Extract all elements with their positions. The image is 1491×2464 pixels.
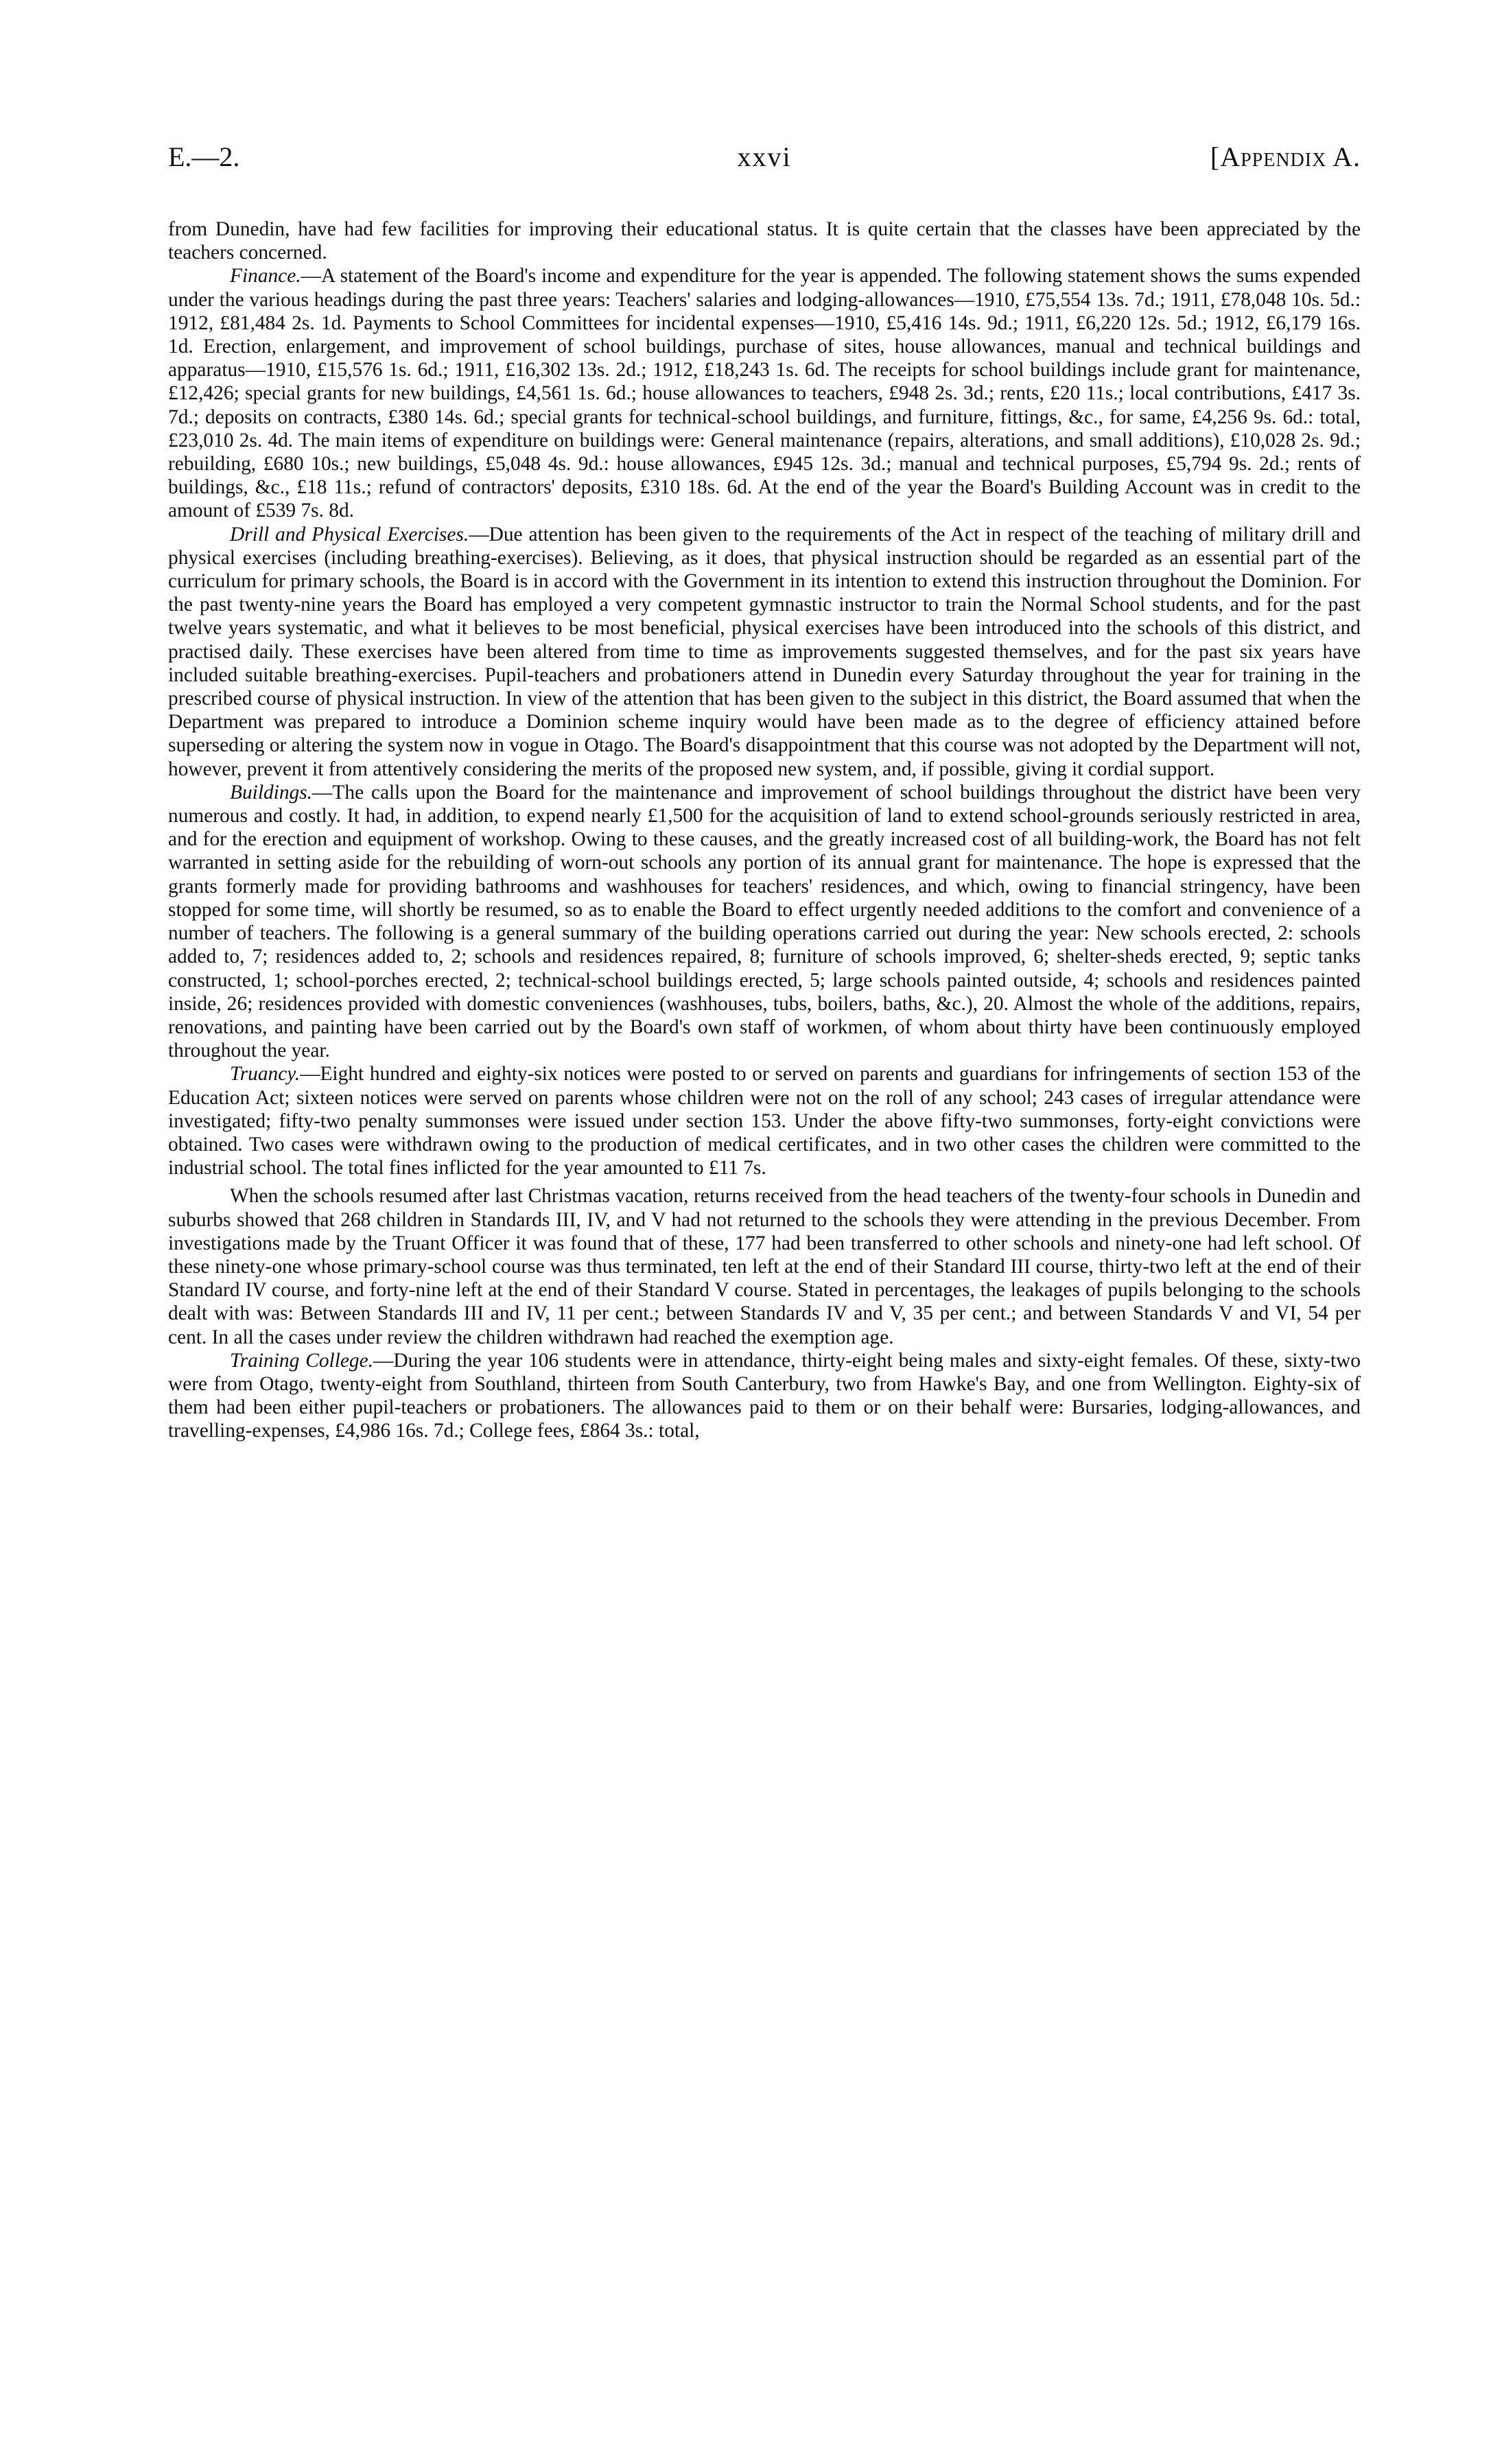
page-header [168,141,1361,182]
paragraph-truancy [168,1062,1361,1180]
section-heading: Drill and Physical Exercises. [230,523,469,545]
paragraph-text: —A statement of the Board's income and expenditure for the year is appended. The following statement shows the sums expended under the various headings during the past three years: Teachers' salaries and lodging-allowances—1910, £75,554 13s. 7d.; 1911, £78,048 10s. 5d.: 1912, £81,484 2s. 1d. Payments to School Committees for incidental expenses—1910, £5,416 14s. 9d.; 1911, £6,220 12s. 5d.; 1912, £6,179 16s. 1d. Erection, enlargement, and improvement of school buildings, purchase of sites, house allowances, manual and technical buildings and apparatus—1910, £15,576 1s. 6d.; 1911, £16,302 13s. 2d.; 1912, £18,243 1s. 6d. The receipts for school buildings include grant for maintenance, £12,426; special grants for new buildings, £4,561 1s. 6d.; house allowances to teachers, £948 2s. 3d.; rents, £20 11s.; local contributions, £417 3s. 7d.; deposits on contracts, £380 14s. 6d.; special grants for technical-school buildings, and furniture, fittings, &c., for same, £4,256 9s. 6d.: total, £23,010 2s. 4d. The main items of expenditure on buildings were: General maintenance (repairs, alterations, and small additions), £10,028 2s. 9d.; rebuilding, £680 10s.; new buildings, £5,048 4s. 9d.: house allowances, £945 12s. 3d.; manual and technical purposes, £5,794 9s. 2d.; rents of buildings, &c., £18 11s.; refund of contractors' deposits, £310 18s. 6d. At the end of the year the Board's Building Account was in credit to the amount of £539 7s. 8d. [168,265,1361,522]
paragraph-training-college [168,1349,1361,1443]
paragraph-text: from Dunedin, have had few facilities for improving their educational status. It is quite certain that the classes have been appreciated by the teachers concerned. [168,218,1361,264]
document-page [168,141,1361,1443]
section-heading: Finance. [230,265,301,288]
paragraph-text: —During the year 106 students were in attendance, thirty-eight being males and sixty-eight females. Of these, sixty-two were from Otago, twenty-eight from Southland, thirteen from South Canterbury, two from Hawke's Bay, and one from Wellington. Eighty-six of them had been either pupil-teachers or probationers. The allowances paid to them or on their behalf were: Bursaries, lodging-allowances, and travelling-expenses, £4,986 16s. 7d.; College fees, £864 3s.: total, [168,1349,1361,1442]
section-heading: Buildings. [230,781,313,803]
paragraph-text: —Due attention has been given to the requirements of the Act in respect of the teaching of military drill and physical exercises (including breathing-exercises). Believing, as it does, that physical instruction should be regarded as an essential part of the curriculum for primary schools, the Board is in accord with the Government in its intention to extend this instruction throughout the Dominion. For the past twenty-nine years the Board has employed a very competent gymnastic instructor to train the Normal School students, and for the past twelve years systematic, and what it believes to be most beneficial, physical exercises have been introduced into the schools of this district, and practised daily. These exercises have been altered from time to time as improvements suggested themselves, and for the past six years have included suitable breathing-exercises. Pupil-teachers and probationers attend in Dunedin every Saturday throughout the year for training in the prescribed course of physical instruction. In view of the attention that has been given to the subject in this district, the Board assumed that when the Department was prepared to introduce a Dominion scheme inquiry would have been made as to the degree of efficiency attained before superseding or altering the system now in vogue in Otago. The Board's disappointment that this course was not adopted by the Department will not, however, prevent it from attentively considering the merits of the proposed new system, and, if possible, giving it cordial support. [168,523,1361,780]
section-heading: Truancy. [230,1063,301,1086]
document-code: E.—2. [168,141,240,172]
paragraph-text: —Eight hundred and eighty-six notices were posted to or served on parents and guardians for infringements of section 153 of the Education Act; sixteen notices were served on parents whose children were not on the roll of any school; 243 cases of irregular attendance were investigated; fifty-two penalty summonses were issued under section 153. Under the above fifty-two summonses, forty-eight convictions were obtained. Two cases were withdrawn owing to the production of medical certificates, and in two other cases the children were committed to the industrial school. The total fines inflicted for the year amounted to £11 7s. [168,1063,1361,1180]
document-body [168,218,1361,1443]
paragraph-leakage [168,1184,1361,1348]
paragraph-text: When the schools resumed after last Christmas vacation, returns received from the head teachers of the twenty-four schools in Dunedin and suburbs showed that 268 children in Standards III, IV, and V had not returned to the schools they were attending in the previous December. From investigations made by the Truant Officer it was found that of these, 177 had been transferred to other schools and ninety-one had left school. Of these ninety-one whose primary-school course was thus terminated, ten left at the end of their Standard III course, thirty-two left at the end of their Standard IV course, and forty-nine left at the end of their Standard V course. Stated in percentages, the leakages of pupils belonging to the schools dealt with was: Between Standards III and IV, 11 per cent.; between Standards IV and V, 35 per cent.; and between Standards V and VI, 54 per cent. In all the cases under review the children withdrawn had reached the exemption age. [168,1185,1361,1348]
paragraph-buildings [168,781,1361,1062]
appendix-label: [Appendix A. [1210,141,1361,172]
page-number: xxvi [737,141,792,172]
section-heading: Training College. [230,1349,374,1372]
paragraph-finance [168,264,1361,522]
paragraph-drill [168,523,1361,781]
paragraph-text: —The calls upon the Board for the maintenance and improvement of school buildings throughout the district have been very numerous and costly. It had, in addition, to expend nearly £1,500 for the acquisition of land to extend school-grounds seriously restricted in area, and for the erection and equipment of workshop. Owing to these causes, and the greatly increased cost of all building-work, the Board has not felt warranted in setting aside for the rebuilding of worn-out schools any portion of its annual grant for maintenance. The hope is expressed that the grants formerly made for providing bathrooms and washhouses for teachers' residences, and which, owing to financial stringency, have been stopped for some time, will shortly be resumed, so as to enable the Board to effect urgently needed additions to the comfort and convenience of a number of teachers. The following is a general summary of the building operations carried out during the year: New schools erected, 2: schools added to, 7; residences added to, 2; schools and residences repaired, 8; furniture of schools improved, 6; shelter-sheds erected, 9; septic tanks constructed, 1; school-porches erected, 2; technical-school buildings erected, 5; large schools painted outside, 4; schools and residences painted inside, 26; residences provided with domestic conveniences (washhouses, tubs, boilers, baths, &c.), 20. Almost the whole of the additions, repairs, renovations, and painting have been carried out by the Board's own staff of workmen, of whom about thirty have been continuously employed throughout the year. [168,781,1361,1062]
paragraph-continuation [168,218,1361,264]
